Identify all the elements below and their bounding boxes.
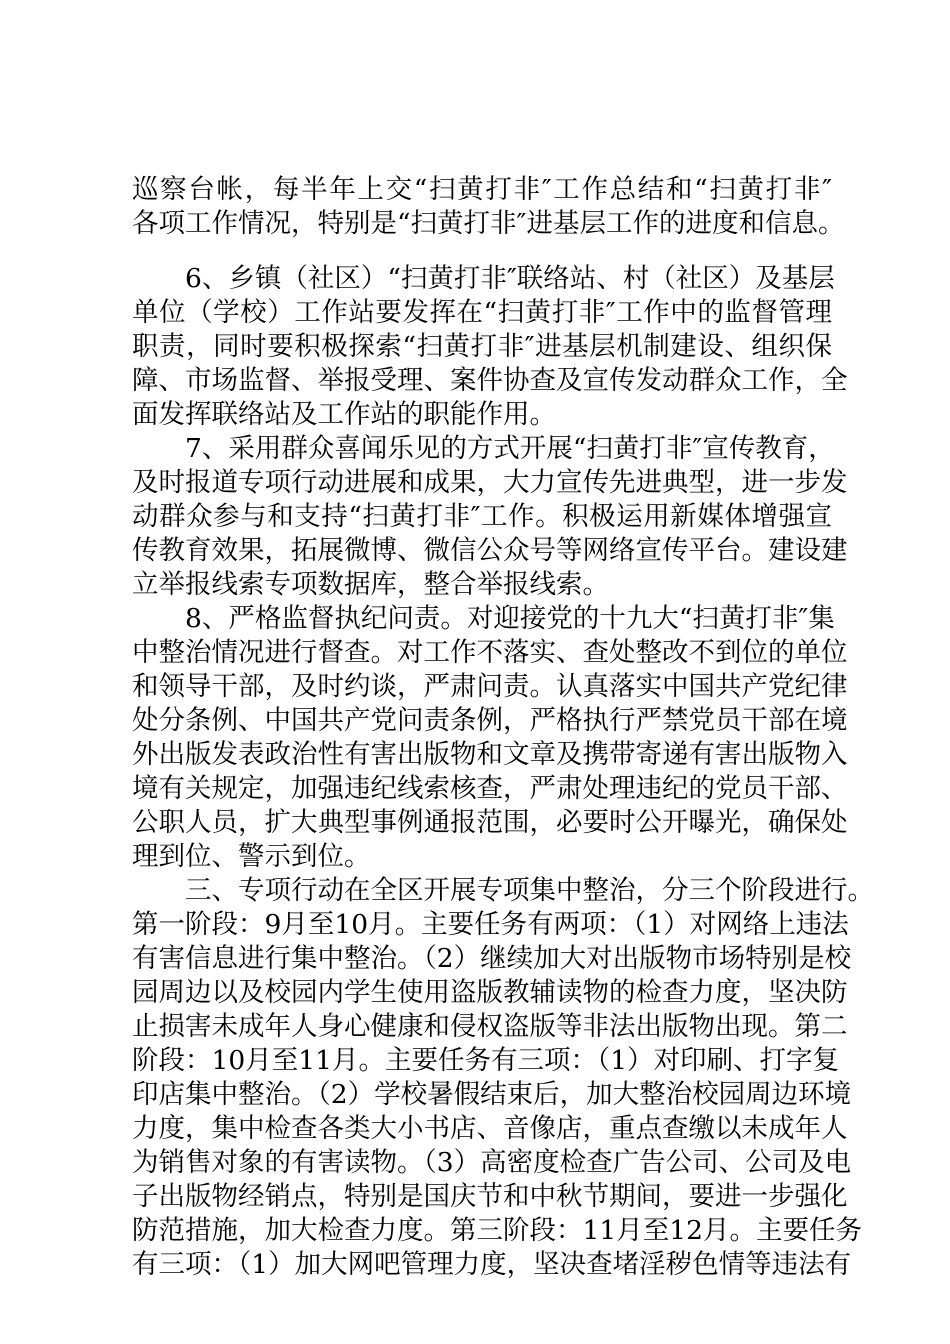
text-line: 有害信息进行集中整治。（2）继续加大对出版物市场特别是校 [132,943,852,974]
text-line: 处分条例、中国共产党问责条例，严格执行严禁党员干部在境 [132,705,848,736]
text-line: 传教育效果，拓展微博、微信公众号等网络宣传平台。建设建 [132,535,848,566]
text-line: 中整治情况进行督查。对工作不落实、查处整改不到位的单位 [132,637,848,668]
text-line: 三、专项行动在全区开展专项集中整治，分三个阶段进行。 [132,875,874,906]
text-line: 为销售对象的有害读物。（3）高密度检查广告公司、公司及电 [132,1147,852,1178]
text-line: 6、乡镇（社区）“扫黄打非″联络站、村（社区）及基层 [132,263,835,294]
text-line: 职责，同时要积极探索“扫黄打非″进基层机制建设、组织保 [132,331,832,362]
text-line: 8、严格监督执纪问责。对迎接党的十九大“扫黄打非″集 [132,603,835,634]
text-line: 子出版物经销点，特别是国庆节和中秋节期间，要进一步强化 [132,1181,848,1212]
text-line: 园周边以及校园内学生使用盗版教辅读物的检查力度，坚决防 [132,977,848,1008]
text-line: 止损害未成年人身心健康和侵权盗版等非法出版物出现。第二 [132,1011,848,1042]
text-line: 理到位、警示到位。 [132,841,371,872]
text-line: 境有关规定，加强违纪线索核查，严肃处理违纪的党员干部、 [132,773,848,804]
text-line: 第一阶段：9月至10月。主要任务有两项：（1）对网络上违法 [132,909,849,940]
text-line: 力度，集中检查各类大小书店、音像店，重点查缴以未成年人 [132,1113,848,1144]
text-line: 公职人员，扩大典型事例通报范围，必要时公开曝光，确保处 [132,807,848,838]
text-line: 印店集中整治。（2）学校暑假结束后，加大整治校园周边环境 [132,1079,852,1110]
text-line: 各项工作情况，特别是“扫黄打非″进基层工作的进度和信息。 [132,208,845,239]
text-line: 和领导干部，及时约谈，严肃问责。认真落实中国共产党纪律 [132,671,848,702]
text-line: 单位（学校）工作站要发挥在“扫黄打非″工作中的监督管理 [132,297,832,328]
text-line: 巡察台帐，每半年上交“扫黄打非″工作总结和“扫黄打非″ [132,174,832,205]
text-line: 外出版发表政治性有害出版物和文章及携带寄递有害出版物入 [132,739,848,770]
text-line: 防范措施，加大检查力度。第三阶段：11月至12月。主要任务 [132,1215,862,1246]
text-line: 立举报线索专项数据库，整合举报线索。 [132,569,609,600]
text-line: 面发挥联络站及工作站的职能作用。 [132,399,556,430]
text-line: 有三项：（1）加大网吧管理力度，坚决查堵淫秽色情等违法有 [132,1249,852,1280]
text-line: 阶段：10月至11月。主要任务有三项：（1）对印刷、打字复 [132,1045,840,1076]
text-line: 及时报道专项行动进展和成果，大力宣传先进典型，进一步发 [132,467,848,498]
text-line: 障、市场监督、举报受理、案件协查及宣传发动群众工作，全 [132,365,848,396]
text-line: 7、采用群众喜闻乐见的方式开展“扫黄打非″宣传教育， [132,433,835,464]
text-line: 动群众参与和支持“扫黄打非″工作。积极运用新媒体增强宣 [132,501,832,532]
document-page [132,0,874,1344]
